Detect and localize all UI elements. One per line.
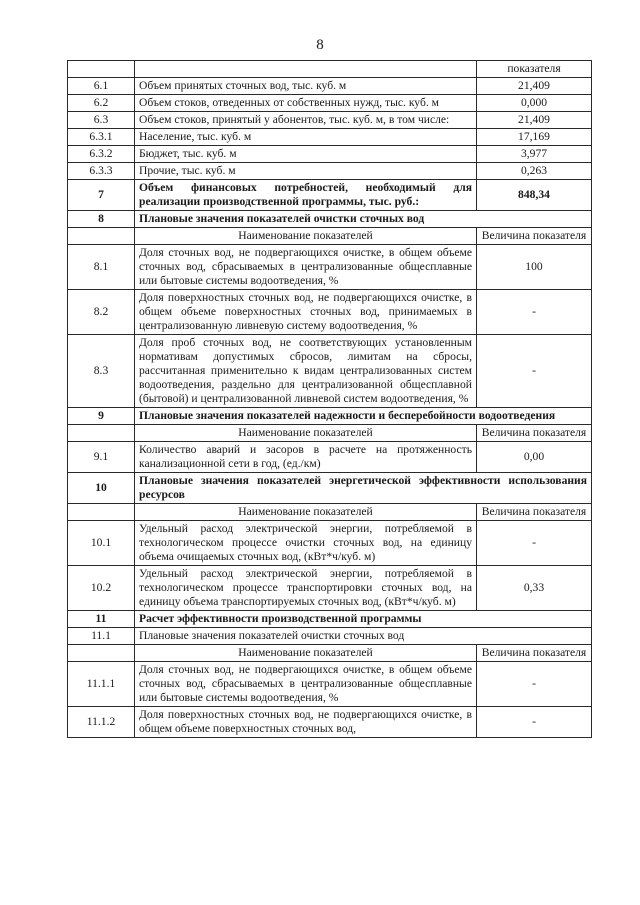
row-number: 8.2 xyxy=(68,290,135,335)
table-row xyxy=(68,521,592,566)
row-number: 6.3.3 xyxy=(68,163,135,180)
row-text: Удельный расход электрической энергии, потребляемой в технологическом процессе очистки сточных вод, на единицу объема очищаемых сточных вод, (кВт*ч/куб. м) xyxy=(135,521,477,566)
section-title: Расчет эффективности производственной программы xyxy=(135,611,592,628)
row-text: Доля поверхностных сточных вод, не подвергающихся очистке, в общем объеме поверхностных сточных вод, xyxy=(135,707,477,738)
table-row xyxy=(68,707,592,738)
row-value: 0,263 xyxy=(477,163,592,180)
table-row xyxy=(68,112,592,129)
row-text: Объем принятых сточных вод, тыс. куб. м xyxy=(135,78,477,95)
row-value: 3,977 xyxy=(477,146,592,163)
row-value: 17,169 xyxy=(477,129,592,146)
header-value: Величина показателя xyxy=(477,425,592,442)
table-row xyxy=(68,78,592,95)
cell-num xyxy=(68,228,135,245)
row-number: 6.3.2 xyxy=(68,146,135,163)
row-text: Удельный расход электрической энергии, потребляемой в технологическом процессе транспортировки сточных вод, на единицу объема транспортируемых сточных вод, (кВт*ч/куб. м) xyxy=(135,566,477,611)
row-value: 100 xyxy=(477,245,592,290)
cell-num xyxy=(68,504,135,521)
header-value: Величина показателя xyxy=(477,504,592,521)
subsection-heading xyxy=(68,628,592,645)
table-row xyxy=(68,290,592,335)
section-heading xyxy=(68,473,592,504)
section-number: 10 xyxy=(68,473,135,504)
table-row xyxy=(68,95,592,112)
row-number: 10.1 xyxy=(68,521,135,566)
table-row xyxy=(68,163,592,180)
row-number: 9.1 xyxy=(68,442,135,473)
column-header-row xyxy=(68,645,592,662)
row-value: - xyxy=(477,707,592,738)
section-title: Плановые значения показателей надежности и бесперебойности водоотведения xyxy=(135,408,592,425)
section-title: Плановые значения показателей энергетической эффективности использования ресурсов xyxy=(135,473,592,504)
row-text: Бюджет, тыс. куб. м xyxy=(135,146,477,163)
table-row xyxy=(68,129,592,146)
table-row xyxy=(68,566,592,611)
row-text: Объем стоков, принятый у абонентов, тыс. куб. м, в том числе: xyxy=(135,112,477,129)
column-header-row xyxy=(68,425,592,442)
subsection-title: Плановые значения показателей очистки сточных вод xyxy=(135,628,592,645)
section-number: 8 xyxy=(68,211,135,228)
table-row xyxy=(68,245,592,290)
table-row xyxy=(68,146,592,163)
row-value: - xyxy=(477,521,592,566)
row-value: 0,33 xyxy=(477,566,592,611)
section-number: 9 xyxy=(68,408,135,425)
program-table xyxy=(67,60,592,738)
section-heading xyxy=(68,408,592,425)
section-title: Плановые значения показателей очистки сточных вод xyxy=(135,211,592,228)
row-number: 6.1 xyxy=(68,78,135,95)
page-number: 8 xyxy=(316,37,324,53)
row-text: Прочие, тыс. куб. м xyxy=(135,163,477,180)
row-value: 0,000 xyxy=(477,95,592,112)
subsection-number: 11.1 xyxy=(68,628,135,645)
row-number: 6.2 xyxy=(68,95,135,112)
row-text: Доля поверхностных сточных вод, не подвергающихся очистке, в общем объеме поверхностных сточных вод, принимаемых в централизованную ливневую систему водоотведения, % xyxy=(135,290,477,335)
header-name: Наименование показателей xyxy=(135,504,477,521)
table-row xyxy=(68,662,592,707)
row-value: 21,409 xyxy=(477,78,592,95)
row-number: 8.1 xyxy=(68,245,135,290)
row-value: 848,34 xyxy=(477,180,592,211)
table-row xyxy=(68,335,592,408)
row-text: Население, тыс. куб. м xyxy=(135,129,477,146)
row-number: 7 xyxy=(68,180,135,211)
row-number: 6.3 xyxy=(68,112,135,129)
row-text: Доля проб сточных вод, не соответствующих установленным нормативам допустимых сбросов, лимитам на сбросы, рассчитанная применительно к видам централизованных систем водоотведения, раздельно для централизованной общесплавной (бытовой) и централизованной ливневой систем водоотведения, % xyxy=(135,335,477,408)
row-number: 11.1.2 xyxy=(68,707,135,738)
section-heading xyxy=(68,611,592,628)
table-row xyxy=(68,61,592,78)
section-heading xyxy=(68,211,592,228)
header-value: Величина показателя xyxy=(477,228,592,245)
table-row-financial xyxy=(68,180,592,211)
row-number: 10.2 xyxy=(68,566,135,611)
cell-num xyxy=(68,61,135,78)
row-number: 6.3.1 xyxy=(68,129,135,146)
row-value: - xyxy=(477,662,592,707)
row-value: 21,409 xyxy=(477,112,592,129)
row-text: Объем финансовых потребностей, необходимый для реализации производственной программы, тыс. руб.: xyxy=(135,180,477,211)
row-number: 8.3 xyxy=(68,335,135,408)
row-number: 11.1.1 xyxy=(68,662,135,707)
cell-num xyxy=(68,645,135,662)
cell-text xyxy=(135,61,477,78)
row-value: - xyxy=(477,290,592,335)
column-header-row xyxy=(68,504,592,521)
row-text: Доля сточных вод, не подвергающихся очистке, в общем объеме сточных вод, сбрасываемых в централизованные общесплавные или бытовые системы водоотведения, % xyxy=(135,662,477,707)
row-text: Доля сточных вод, не подвергающихся очистке, в общем объеме сточных вод, сбрасываемых в централизованные общесплавные или бытовые системы водоотведения, % xyxy=(135,245,477,290)
row-text: Объем стоков, отведенных от собственных нужд, тыс. куб. м xyxy=(135,95,477,112)
header-name: Наименование показателей xyxy=(135,228,477,245)
header-value: Величина показателя xyxy=(477,645,592,662)
row-value: - xyxy=(477,335,592,408)
cell-num xyxy=(68,425,135,442)
table-row xyxy=(68,442,592,473)
row-text: Количество аварий и засоров в расчете на протяженность канализационной сети в год, (ед./км) xyxy=(135,442,477,473)
row-value: 0,00 xyxy=(477,442,592,473)
column-header-row xyxy=(68,228,592,245)
value-header-cont: показателя xyxy=(477,61,592,78)
header-name: Наименование показателей xyxy=(135,645,477,662)
section-number: 11 xyxy=(68,611,135,628)
header-name: Наименование показателей xyxy=(135,425,477,442)
